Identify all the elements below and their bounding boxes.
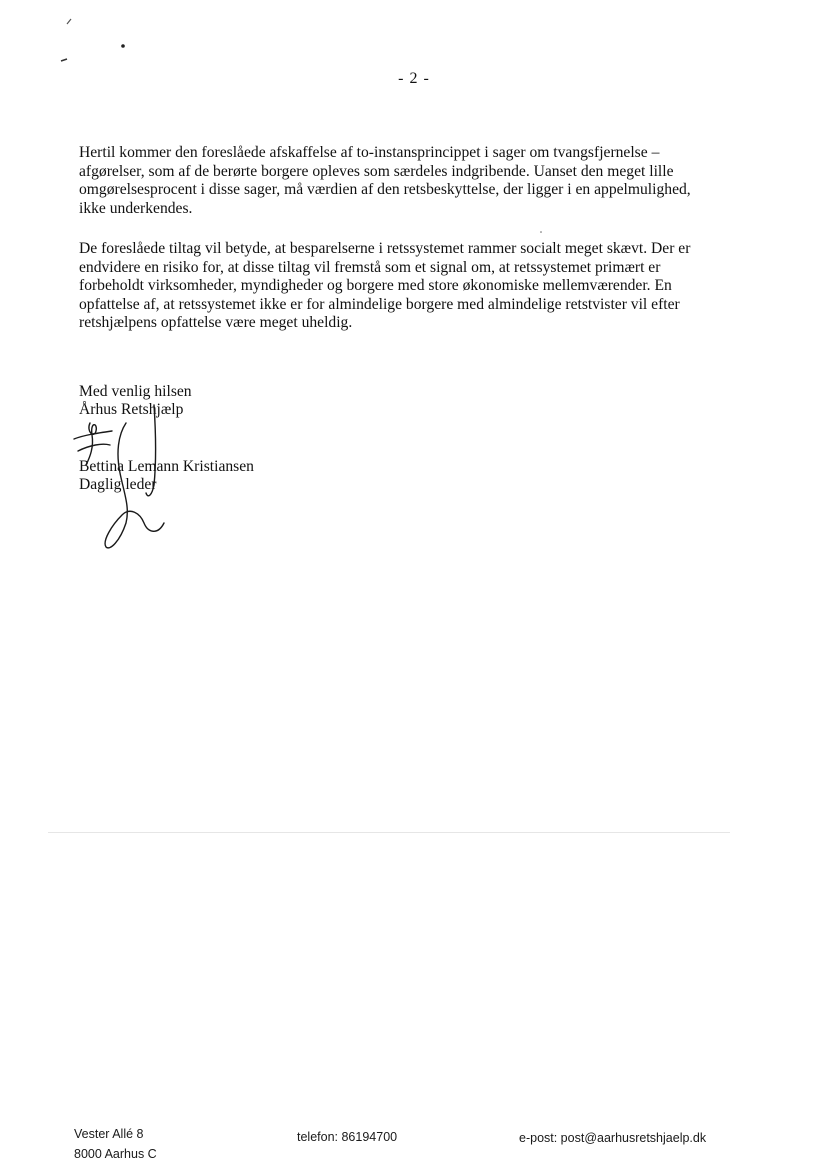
scan-fold-line xyxy=(48,832,730,833)
paragraph-line: Hertil kommer den foreslåede afskaffelse af to-instansprincippet i sager om tvangsfjernelse – xyxy=(79,144,660,161)
footer-address-line: Vester Allé 8 xyxy=(74,1127,144,1141)
paragraph-line: afgørelser, som af de berørte borgere opleves som særdeles indgribende. Uanset den meget lille xyxy=(79,162,674,180)
signer-name: Bettina Lemann Kristiansen xyxy=(79,458,254,475)
paragraph-line: opfattelse af, at retssystemet ikke er for almindelige borgere med almindelige retstvister vil efter xyxy=(79,295,680,313)
footer-email: e-post: post@aarhusretshjaelp.dk xyxy=(519,1131,707,1145)
footer-phone: telefon: 86194700 xyxy=(297,1130,398,1144)
closing-greeting: Med venlig hilsen xyxy=(79,383,192,400)
handwritten-signature xyxy=(60,395,180,565)
paragraph-line: ikke underkendes. xyxy=(79,199,193,217)
footer-address-line: 8000 Aarhus C xyxy=(74,1147,157,1161)
footer-address xyxy=(74,1124,157,1164)
body-paragraph xyxy=(79,144,731,218)
signer-title: Daglig leder xyxy=(79,476,157,493)
page-number: - 2 - xyxy=(398,70,430,87)
paragraph-line: De foreslåede tiltag vil betyde, at besparelserne i retssystemet rammer socialt meget skævt. Der er xyxy=(79,240,691,257)
body-paragraph xyxy=(79,240,731,333)
paragraph-line: endvidere en risiko for, at disse tiltag vil fremstå som et signal om, at retssystemet primært er xyxy=(79,258,661,276)
paragraph-line: forbeholdt virksomheder, myndigheder og borgere med store økonomiske mellemværender. En xyxy=(79,277,672,294)
paragraph-line: omgørelsesprocent i disse sager, må værdien af den retsbeskyttelse, der ligger i en appelmulighed, xyxy=(79,181,691,198)
sender-organization: Århus Retshjælp xyxy=(79,401,184,418)
paragraph-line: retshjælpens opfattelse være meget uheldig. xyxy=(79,314,353,331)
